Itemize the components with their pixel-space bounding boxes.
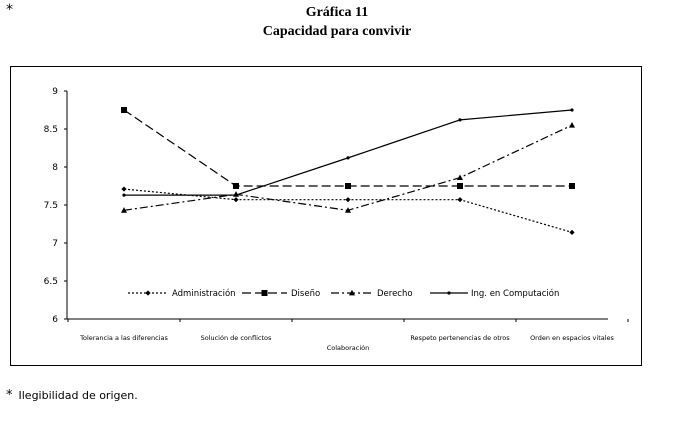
data-point [233, 197, 238, 202]
data-point [569, 183, 575, 189]
legend-marker [447, 291, 450, 294]
data-point [234, 194, 237, 197]
x-tick-label: Tolerancia a las diferencias [80, 334, 168, 342]
legend-label: Administración [172, 289, 236, 299]
y-tick-label: 7.5 [43, 201, 58, 211]
legend-label: Derecho [377, 289, 413, 299]
data-point [345, 197, 350, 202]
footnote [6, 388, 138, 403]
data-point [233, 183, 239, 189]
data-point [457, 183, 463, 189]
legend-marker [145, 290, 150, 295]
legend-marker [262, 290, 268, 296]
y-tick-label: 7 [52, 239, 58, 249]
x-tick-label: Respeto pertenencias de otros [410, 334, 510, 342]
x-tick-label: Colaboración [326, 344, 370, 352]
data-point [570, 108, 573, 111]
series-line-4 [124, 110, 572, 195]
series-line-2 [124, 110, 572, 186]
data-point [569, 230, 574, 235]
data-point [345, 183, 351, 189]
data-point [569, 122, 575, 128]
y-tick-label: 6 [52, 315, 58, 325]
y-tick-label: 6.5 [43, 277, 58, 287]
legend-label: Ing. en Computación [471, 289, 560, 299]
data-point [121, 186, 126, 191]
asterisk-mark: * [6, 2, 13, 18]
footnote-symbol: * [6, 388, 13, 403]
x-tick-label: Solución de conflictos [200, 334, 272, 342]
y-tick-label: 8 [52, 163, 58, 173]
x-tick-label: Orden en espacios vitales [530, 334, 614, 342]
data-point [457, 174, 463, 180]
data-point [346, 156, 349, 159]
legend-label: Diseño [291, 289, 321, 299]
data-point [458, 118, 461, 121]
data-point [122, 194, 125, 197]
data-point [121, 107, 127, 113]
chart-subtitle: Capacidad para convivir [262, 24, 412, 39]
y-tick-label: 9 [52, 87, 58, 97]
data-point [457, 197, 462, 202]
y-tick-label: 8.5 [43, 125, 58, 135]
footnote-text: Ilegibilidad de origen. [18, 389, 138, 402]
chart-title: Gráfica 11 [305, 5, 369, 20]
